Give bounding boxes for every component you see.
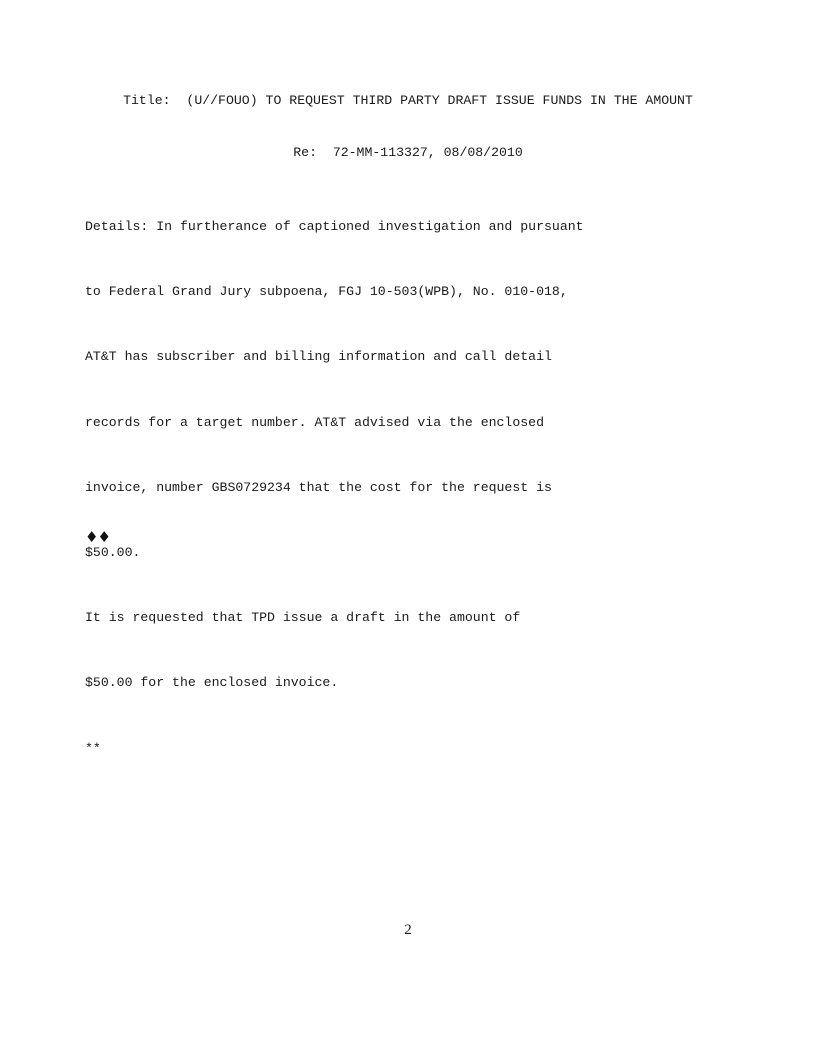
end-marker: ♦♦ xyxy=(85,528,110,546)
title-line: Title: (U//FOUO) TO REQUEST THIRD PARTY DRAFT ISSUE FUNDS IN THE AMOUNT xyxy=(123,93,693,108)
body-line: records for a target number. AT&T advised via the enclosed xyxy=(85,414,544,430)
document-body xyxy=(85,185,705,802)
body-line: AT&T has subscriber and billing information and call detail xyxy=(85,349,552,365)
body-line: ** xyxy=(85,740,101,756)
document-header xyxy=(0,60,816,194)
body-line: $50.00. xyxy=(85,544,141,560)
body-line: It is requested that TPD issue a draft in the amount of xyxy=(85,610,521,626)
body-line: invoice, number GBS0729234 that the cost for the request is xyxy=(85,479,552,495)
body-line: $50.00 for the enclosed invoice. xyxy=(85,675,339,691)
reference-line: Re: 72-MM-113327, 08/08/2010 xyxy=(293,145,523,160)
body-line: to Federal Grand Jury subpoena, FGJ 10-503(WPB), No. 010-018, xyxy=(85,284,568,300)
page-number: 2 xyxy=(404,922,412,938)
body-line: Details: In furtherance of captioned investigation and pursuant xyxy=(85,219,584,234)
